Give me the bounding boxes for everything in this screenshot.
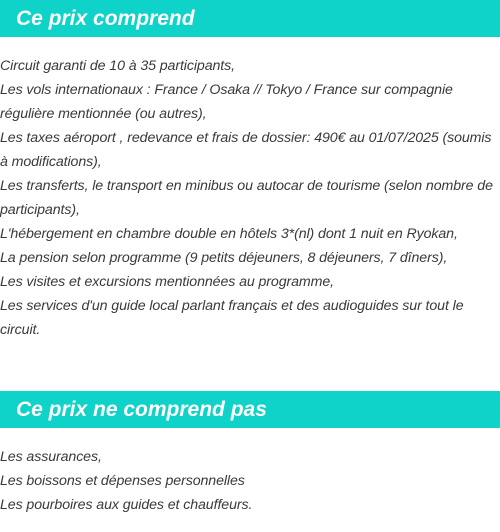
list-item: Les assurances, [0,449,102,465]
list-item: Les pourboires aux guides et chauffeurs. [0,497,253,513]
list-item: L'hébergement en chambre double en hôtels 3*(nl) dont 1 nuit en Ryokan, [0,226,458,242]
list-item: Les transferts, le transport en minibus ou autocar de tourisme (selon nombre de participants), [0,178,493,218]
excluded-items-list [0,445,500,517]
list-item: Les vols internationaux : France / Osaka // Tokyo / France sur compagnie régulière mentionnée (ou autres), [0,82,453,122]
list-item: Les visites et excursions mentionnées au programme, [0,274,334,290]
excluded-section-title: Ce prix ne comprend pas [16,397,267,421]
included-section-title: Ce prix comprend [16,6,195,30]
included-items-list [0,54,500,342]
list-item: Les boissons et dépenses personnelles [0,473,245,489]
list-item: Les taxes aéroport , redevance et frais de dossier: 490€ au 01/07/2025 (soumis à modifications), [0,130,492,170]
list-item: Circuit garanti de 10 à 35 participants, [0,58,235,74]
list-item: La pension selon programme (9 petits déjeuners, 8 déjeuners, 7 dîners), [0,250,448,266]
included-section-header [0,0,500,37]
excluded-section-header [0,391,500,428]
list-item: Les services d'un guide local parlant français et des audioguides sur tout le circuit. [0,298,464,338]
